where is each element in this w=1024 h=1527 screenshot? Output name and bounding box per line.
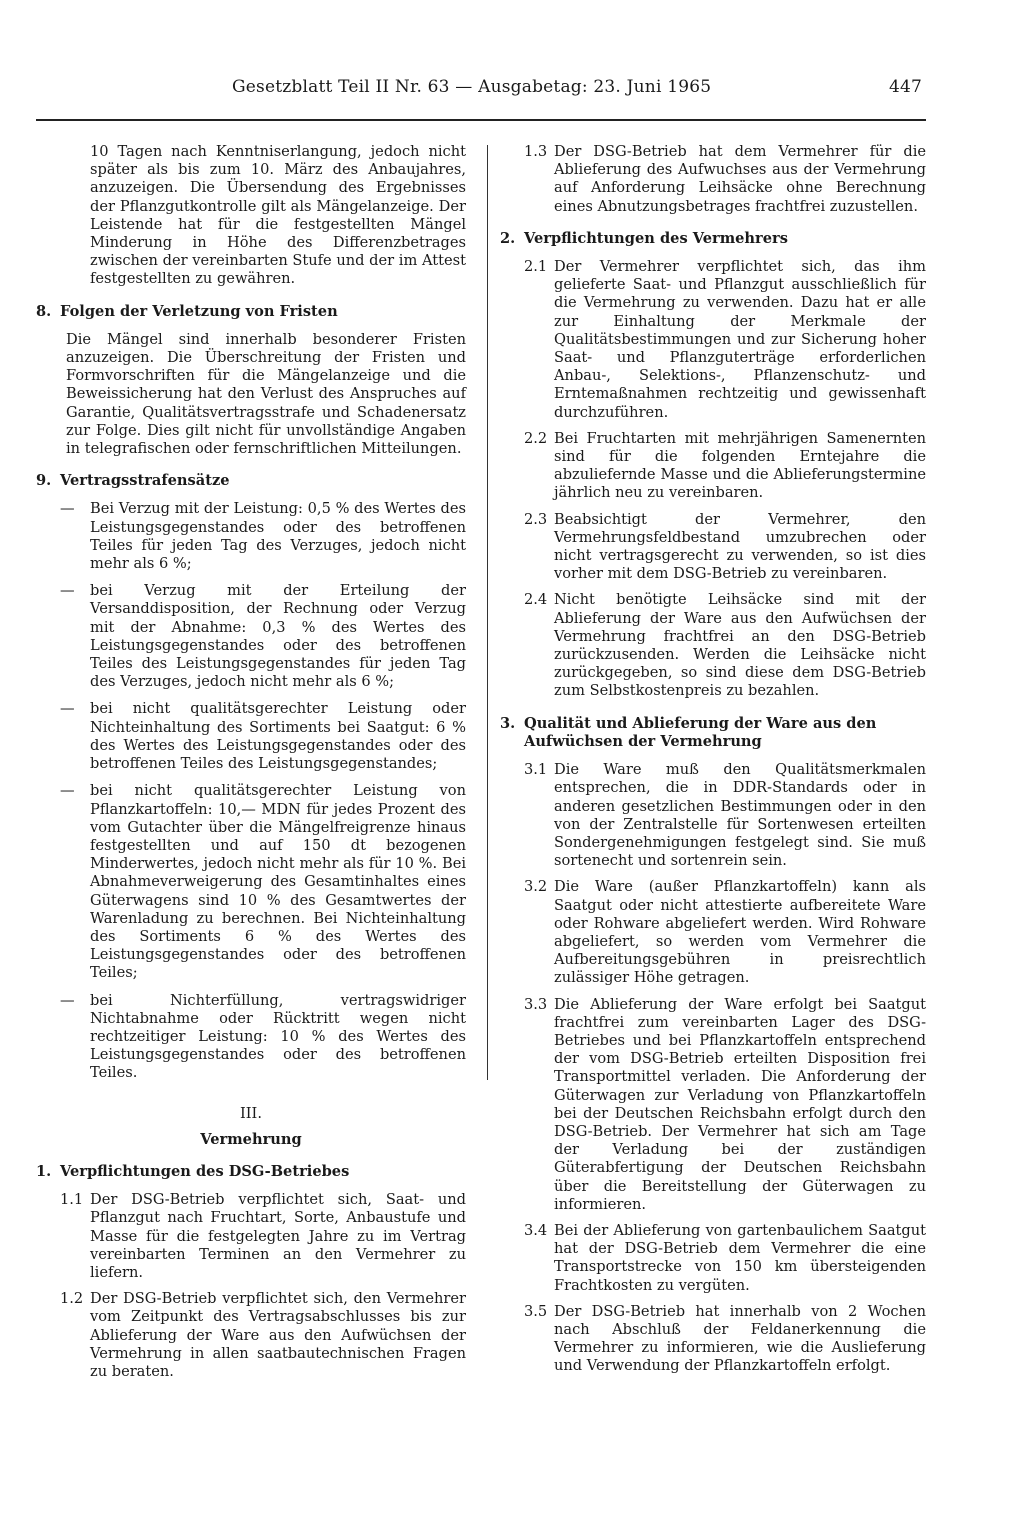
section-8-text: Die Mängel sind innerhalb besonderer Fristen anzuzeigen. Die Überschreitung der Fristen und Formvorschriften für die Mängelanzeige und die Beweissicherung hat den Verlust des Anspruches auf Garantie, Qualitätsvertragsstrafe und Schadenersatz zur Folge. Dies gilt nicht für unvollständige Angaben in telegrafischen oder fernschriftlichen Mitteilungen. xyxy=(66,330,466,458)
list-item-text: Bei Verzug mit der Leistung: 0,5 % des Wertes des Leistungsgegenstandes oder des betroffenen Teiles für jeden Tag des Verzuges, jedoch nicht mehr als 6 %; xyxy=(90,500,466,573)
item-number: 1.2 xyxy=(60,1290,84,1308)
list-item xyxy=(36,782,466,982)
section-9-heading xyxy=(36,472,466,490)
dash-marker: — xyxy=(60,500,75,518)
page-number: 447 xyxy=(888,77,922,97)
section-title: Qualität und Ablieferung der Ware aus den Aufwüchsen der Vermehrung xyxy=(524,714,877,750)
item-text: Der DSG-Betrieb verpflichtet sich, den Vermehrer vom Zeitpunkt des Vertragsabschlusses bis zur Ablieferung der Ware aus den Aufwüchsen der Vermehrung in allen saatbautechnischen Fragen zu beraten. xyxy=(90,1290,466,1380)
intro-paragraph: 10 Tagen nach Kenntniserlangung, jedoch nicht später als bis zum 10. März des Anbaujahres, anzuzeigen. Die Übersendung des Ergebnisses der Pflanzgutkontrolle gilt als Mängelanzeige. Der Leistende hat für die festgestellten Mängel Minderung in Höhe des Differenzbetrages zwischen der vereinbarten Stufe und der im Attest festgestellten zu gewähren. xyxy=(90,143,466,288)
item-number: 2.3 xyxy=(524,510,548,528)
item-text: Bei der Ablieferung von gartenbaulichem Saatgut hat der DSG-Betrieb dem Vermehrer die eine Transportstrecke von 150 km übersteigenden Frachtkosten zu vergüten. xyxy=(554,1221,926,1294)
item-text: Bei Fruchtarten mit mehrjährigen Samenernten sind für die folgenden Erntejahre die abzuliefernde Masse und die Ablieferungstermine jährlich neu zu vereinbaren. xyxy=(554,429,926,502)
section-title: Folgen der Verletzung von Fristen xyxy=(60,302,338,320)
section-3-heading xyxy=(500,715,926,751)
section-number: 9. xyxy=(36,472,52,490)
item-text: Beabsichtigt der Vermehrer, den Vermehrungsfeldbestand umzubrechen oder nicht vertragsgerecht zu verwenden, so ist dies vorher mit dem DSG-Betrieb zu vereinbaren. xyxy=(554,510,926,583)
dash-marker: — xyxy=(60,700,75,718)
left-column xyxy=(36,143,466,1389)
item-text: Der DSG-Betrieb hat dem Vermehrer für die Ablieferung des Aufwuchses aus der Vermehrung auf Anforderung Leihsäcke ohne Berechnung eines Abnutzungsbetrages frachtfrei zuzustellen. xyxy=(554,143,926,215)
numbered-item xyxy=(36,1191,466,1282)
part-title: Vermehrung xyxy=(200,1130,302,1148)
list-item xyxy=(36,700,466,773)
list-item-text: bei Nichterfüllung, vertragswidriger Nichtabnahme oder Rücktritt wegen nicht rechtzeitiger Leistung: 10 % des Wertes des Leistungsgegenstandes oder des betroffenen Teiles. xyxy=(90,991,466,1082)
section-title: Verpflichtungen des Vermehrers xyxy=(524,229,788,247)
section-2-heading xyxy=(500,230,926,248)
dash-marker: — xyxy=(60,582,75,600)
section-number: 3. xyxy=(500,714,516,732)
header-rule xyxy=(36,119,926,121)
item-text: Die Ware (außer Pflanzkartoffeln) kann als Saatgut oder nicht attestierte aufbereitete Ware oder Rohware abgeliefert werden. Wird Rohware abgeliefert, so werden vom Vermehrer die Aufbereitungsgebühren in preisrechtlich zulässiger Höhe getragen. xyxy=(554,878,926,987)
numbered-item xyxy=(500,878,926,987)
list-item-text: bei nicht qualitätsgerechter Leistung von Pflanzkartoffeln: 10,— MDN für jedes Prozent des vom Gutachter über die Mängelfreigrenze hinaus festgestellten und auf 150 dt bezogenen Minderwertes, jedoch nicht mehr als für 10 %. Bei Abnahmeverweigerung des Gesamtinhaltes eines Güterwagens sind 10 % des Gesamtwertes der Warenladung zu berechnen. Bei Nichteinhaltung des Sortiments 6 % des Wertes des Leistungsgegenstandes oder des betroffenen Teiles; xyxy=(90,782,466,982)
section-1-heading xyxy=(36,1163,466,1181)
numbered-item xyxy=(36,1290,466,1381)
item-number: 3.3 xyxy=(524,995,548,1013)
item-number: 3.2 xyxy=(524,878,548,896)
numbered-item xyxy=(500,761,926,870)
dash-marker: — xyxy=(60,782,75,800)
section-8-heading xyxy=(36,303,466,321)
item-text: Die Ware muß den Qualitätsmerkmalen entsprechen, die in DDR-Standards oder in anderen gesetzlichen Bestimmungen oder in den von der Zentralstelle für Sortenwesen erteilten Sondergenehmigungen festgelegt sind. Sie muß sortenecht und sortenrein sein. xyxy=(554,761,926,870)
right-column xyxy=(500,143,926,1384)
list-item-text: bei Verzug mit der Erteilung der Versanddisposition, der Rechnung oder Verzug mit der Abnahme: 0,3 % des Wertes des Leistungsgegenstandes oder des betroffenen Teiles des Leistungsgegenstandes für jeden Tag des Verzuges, jedoch nicht mehr als 6 %; xyxy=(90,582,466,691)
item-number: 3.1 xyxy=(524,761,548,779)
list-item-text: bei nicht qualitätsgerechter Leistung oder Nichteinhaltung des Sortiments bei Saatgut: 6 % des Wertes des Leistungsgegenstandes oder des betroffenen Teiles des Leistungsgegenstandes; xyxy=(90,700,466,773)
section-number: 1. xyxy=(36,1162,52,1180)
running-header xyxy=(232,78,922,96)
item-text: Nicht benötigte Leihsäcke sind mit der Ablieferung der Ware aus den Aufwüchsen der Vermehrung frachtfrei an den DSG-Betrieb zurückzusenden. Werden die Leihsäcke nicht zurückgegeben, so sind diese dem DSG-Betrieb zum Selbstkostenpreis zu bezahlen. xyxy=(554,591,926,700)
running-title: Gesetzblatt Teil II Nr. 63 — Ausgabetag: 23. Juni 1965 xyxy=(232,77,712,97)
dash-marker: — xyxy=(60,991,75,1009)
item-number: 3.5 xyxy=(524,1302,548,1320)
numbered-item xyxy=(500,143,926,216)
numbered-item xyxy=(500,430,926,503)
item-text: Der DSG-Betrieb verpflichtet sich, Saat- und Pflanzgut nach Fruchtart, Sorte, Anbaustufe und Masse für die festgelegten Jahre zu im Vertrag vereinbarten Terminen an den Vermehrer zu liefern. xyxy=(90,1191,466,1281)
section-number: 2. xyxy=(500,229,516,247)
list-item xyxy=(36,992,466,1083)
item-number: 2.1 xyxy=(524,258,548,276)
column-divider xyxy=(487,145,488,1080)
item-number: 3.4 xyxy=(524,1221,548,1239)
item-number: 1.3 xyxy=(524,143,548,160)
item-text: Der DSG-Betrieb hat innerhalb von 2 Wochen nach Abschluß der Feldanerkennung die Vermehrer zu informieren, wie die Auslieferung und Verwendung der Pflanzkartoffeln erfolgt. xyxy=(554,1302,926,1375)
section-title: Vertragsstrafensätze xyxy=(60,472,230,490)
numbered-item xyxy=(500,511,926,584)
part-roman-numeral: III. xyxy=(240,1104,262,1122)
list-item xyxy=(36,582,466,691)
item-number: 1.1 xyxy=(60,1191,84,1209)
numbered-item xyxy=(500,1303,926,1376)
section-number: 8. xyxy=(36,302,52,320)
item-text: Der Vermehrer verpflichtet sich, das ihm gelieferte Saat- und Pflanzgut ausschließlich für die Vermehrung zu verwenden. Dazu hat er alle zur Einhaltung der Merkmale der Qualitätsbestimmungen und zur Sicherung hoher Saat- und Pflanzguterträge erforderlichen Anbau-, Selektions-, Pflanzenschutz- und Erntemaßnahmen rechtzeitig und gewissenhaft durchzuführen. xyxy=(554,258,926,421)
list-item xyxy=(36,500,466,573)
numbered-item xyxy=(500,591,926,700)
item-text: Die Ablieferung der Ware erfolgt bei Saatgut frachtfrei zum vereinbarten Lager des DSG-Betriebes und bei Pflanzkartoffeln entsprechend der vom DSG-Betrieb erteilten Disposition frei Transportmittel verladen. Die Anforderung der Güterwagen zur Verladung von Pflanzkartoffeln bei der Deutschen Reichsbahn erfolgt durch den DSG-Betrieb. Der Vermehrer hat sich am Tage der Verladung bei der zuständigen Güterabfertigung der Deutschen Reichsbahn über die Bereitstellung der Güterwagen zu informieren. xyxy=(554,995,926,1213)
numbered-item xyxy=(500,996,926,1214)
item-number: 2.4 xyxy=(524,591,548,609)
section-title: Verpflichtungen des DSG-Betriebes xyxy=(60,1162,350,1180)
numbered-item xyxy=(500,1222,926,1295)
item-number: 2.2 xyxy=(524,429,548,447)
numbered-item xyxy=(500,258,926,422)
